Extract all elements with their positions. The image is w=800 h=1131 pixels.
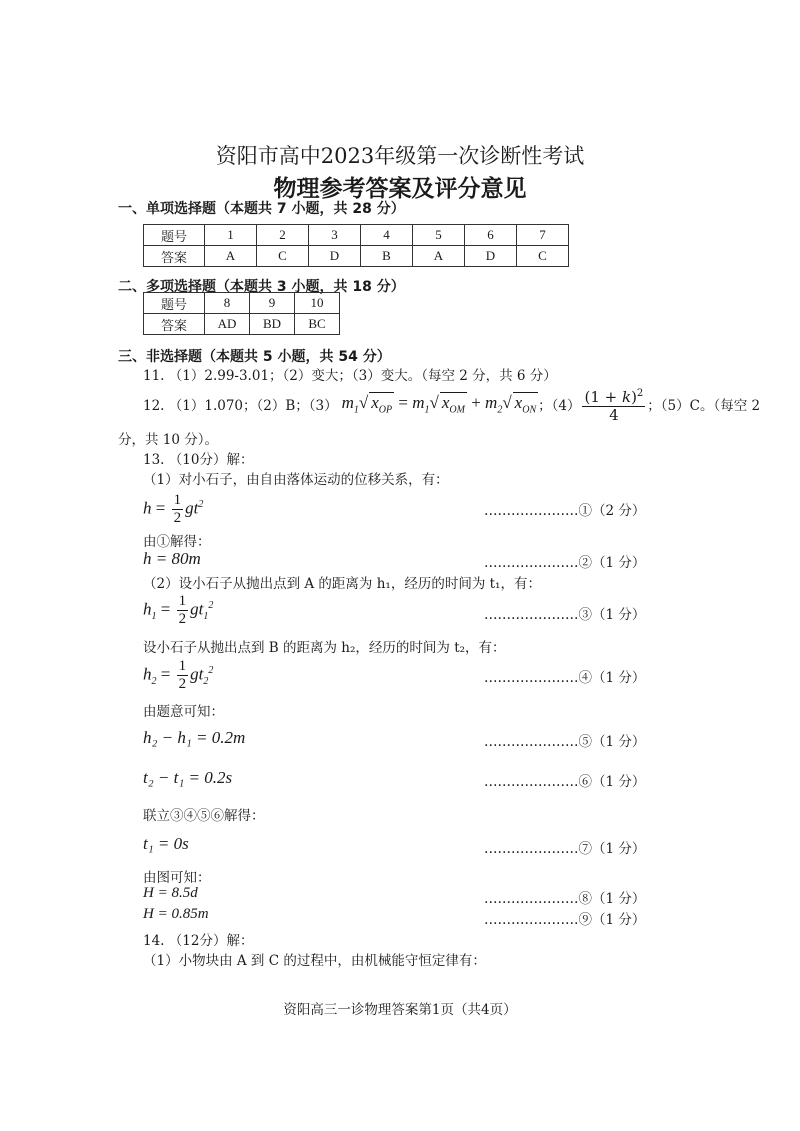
- equation-2: h = 80m: [143, 549, 201, 568]
- score-1: …………………①（2 分）: [484, 503, 646, 519]
- table-cell: D: [465, 246, 517, 267]
- q13-solve-text: 由①解得：: [143, 534, 211, 550]
- table-cell: 10: [295, 293, 340, 314]
- section2-heading: 二、多项选择题（本题共 3 小题，共 18 分）: [118, 279, 405, 295]
- page-footer: 资阳高三一诊物理答案第1页（共4页）: [283, 1002, 517, 1018]
- section3-heading: 三、非选择题（本题共 5 小题，共 54 分）: [118, 349, 391, 365]
- equation-8: H = 8.5d: [143, 885, 198, 901]
- table-cell: 8: [205, 293, 250, 314]
- table-cell: D: [309, 246, 361, 267]
- q13-heading: 13. （10分）解：: [143, 452, 254, 468]
- table-row: [144, 246, 569, 267]
- section1-heading: 一、单项选择题（本题共 7 小题，共 28 分）: [118, 201, 405, 217]
- q14-heading: 14. （12分）解：: [143, 933, 254, 949]
- table-cell: 5: [413, 225, 465, 246]
- score-5: …………………⑤（1 分）: [484, 734, 646, 750]
- equation-4: $h_2$ = $\frac{1}{2}$ $gt_2^2$: [143, 658, 214, 692]
- score-4: …………………④（1 分）: [484, 670, 646, 686]
- table-cell: BD: [250, 314, 295, 335]
- table-cell: 3: [309, 225, 361, 246]
- q12-formula-4: $\frac{(1 + k)^2}{4}$: [582, 385, 645, 424]
- table-cell: C: [517, 246, 569, 267]
- table-cell: C: [257, 246, 309, 267]
- equation-1: h = $\frac{1}{2}$ $gt^2$: [143, 492, 204, 526]
- q13-figure-text: 由图可知：: [143, 870, 211, 886]
- q12-continuation: 分，共 10 分）。: [118, 432, 219, 448]
- table-cell: AD: [205, 314, 250, 335]
- q12-formula-3: $m_1√$ $x_{OP} = m_1√$ $x_{OM} + m_2√$ $x_{ON}$: [341, 393, 537, 416]
- score-6: …………………⑥（1 分）: [484, 774, 646, 790]
- table-cell: 1: [205, 225, 257, 246]
- table-cell: BC: [295, 314, 340, 335]
- q12-text-b: ；（4）: [538, 398, 581, 414]
- q12-text-a: 12. （1）1.070；（2）B；（3）: [143, 398, 338, 414]
- q13-part3-text: 设小石子从抛出点到 B 的距离为 h₂，经历的时间为 t₂，有：: [143, 640, 506, 656]
- table-row: [144, 314, 340, 335]
- score-7: …………………⑦（1 分）: [484, 841, 646, 857]
- equation-3: $h_1$ = $\frac{1}{2}$ $gt_1^2$: [143, 593, 214, 627]
- answer-key-title: 物理参考答案及评分意见: [273, 176, 527, 202]
- equation-9: H = 0.85m: [143, 906, 209, 922]
- q12-answer: [143, 386, 760, 422]
- equation-7: t₁ = 0s: [143, 834, 189, 853]
- row-label: 答案: [144, 246, 205, 267]
- table-cell: A: [205, 246, 257, 267]
- q13-part2-text: （2）设小石子从抛出点到 A 的距离为 h₁，经历的时间为 t₁，有：: [143, 576, 541, 592]
- q13-combine-text: 联立③④⑤⑥解得：: [143, 808, 265, 824]
- table-cell: 7: [517, 225, 569, 246]
- score-8: …………………⑧（1 分）: [484, 891, 646, 907]
- row-label: 题号: [144, 225, 205, 246]
- table-cell: B: [361, 246, 413, 267]
- q13-part1-text: （1）对小石子，由自由落体运动的位移关系，有：: [143, 472, 449, 488]
- exam-title: 资阳市高中2023年级第一次诊断性考试: [215, 144, 585, 168]
- score-2: …………………②（1 分）: [484, 555, 646, 571]
- table-cell: A: [413, 246, 465, 267]
- score-9: …………………⑨（1 分）: [484, 912, 646, 928]
- q12-text-c: ；（5）C。（每空 2: [647, 398, 761, 414]
- score-3: …………………③（1 分）: [484, 607, 646, 623]
- equation-5: h₂ − h₁ = 0.2m: [143, 728, 246, 747]
- q11-answer: 11. （1）2.99-3.01；（2）变大；（3）变大。（每空 2 分，共 6 分）: [143, 368, 557, 384]
- table-cell: 4: [361, 225, 413, 246]
- table-cell: 2: [257, 225, 309, 246]
- q14-part1-text: （1）小物块由 A 到 C 的过程中，由机械能守恒定律有：: [143, 953, 486, 969]
- equation-6: t₂ − t₁ = 0.2s: [143, 768, 233, 787]
- row-label: 题号: [144, 293, 205, 314]
- single-choice-table: [143, 224, 569, 267]
- table-cell: 9: [250, 293, 295, 314]
- multi-choice-table: [143, 292, 340, 335]
- q13-given-text: 由题意可知：: [143, 704, 224, 720]
- row-label: 答案: [144, 314, 205, 335]
- table-row: [144, 225, 569, 246]
- table-cell: 6: [465, 225, 517, 246]
- table-row: [144, 293, 340, 314]
